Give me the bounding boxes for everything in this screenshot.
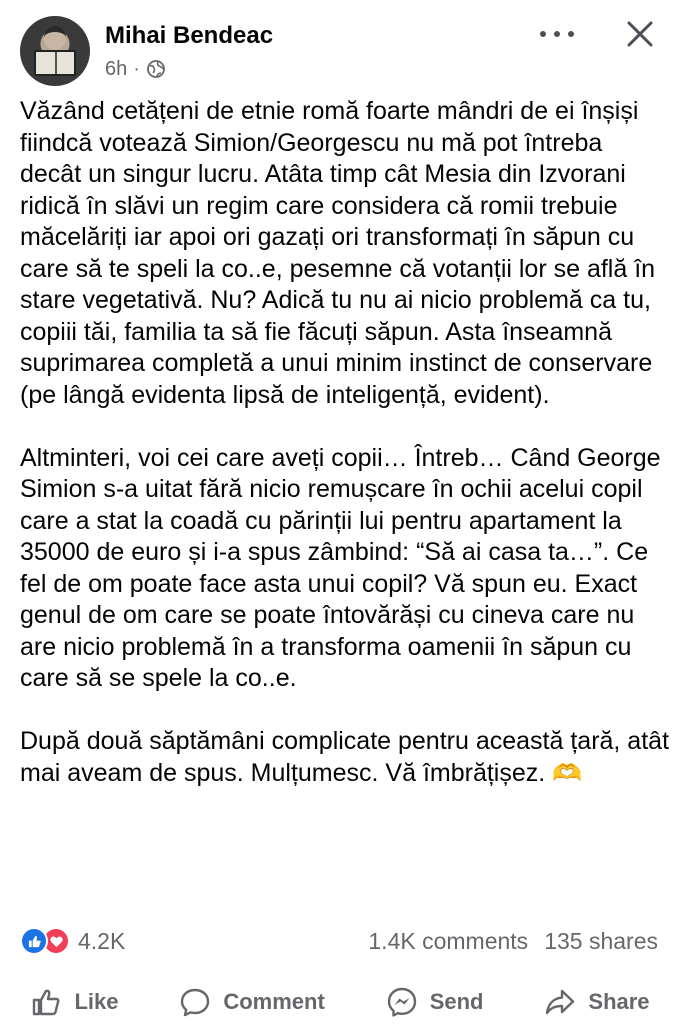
like-label: Like [74, 989, 119, 1014]
action-bar [0, 980, 680, 1024]
post-time[interactable]: 6h [105, 57, 128, 80]
post-body [20, 96, 670, 789]
share-icon [544, 986, 576, 1018]
author-name[interactable]: Mihai Bendeac [105, 22, 274, 49]
engagement-counts [368, 928, 658, 955]
meta-separator: · [133, 57, 140, 80]
avatar-book [34, 50, 76, 76]
thumbs-up-icon [30, 986, 62, 1018]
like-button[interactable] [30, 986, 118, 1018]
avatar[interactable] [20, 16, 90, 86]
globe-icon[interactable] [146, 59, 166, 79]
reactions-bar [20, 922, 658, 960]
post-header [20, 14, 660, 94]
reaction-icons [20, 927, 70, 955]
close-icon[interactable] [624, 18, 656, 50]
share-label: Share [588, 989, 650, 1014]
heart-hands-emoji: 🫶 [552, 759, 583, 787]
post-paragraph-2: Altminteri, voi cei care aveți copii… Întreb… Când George Simion s-a uitat fără nicio remușcare în ochii acelui copil care a stat la coadă cu părinții lui pentru apartament la 35000 de euro și i-a spus zâmbind: “Să ai casa ta…”. Ce fel de om poate face asta unui copil? Vă spun eu. Exact genul de om care se poate întovărăși cu cineva care nu are nicio problemă în a transforma oamenii în săpun cu care să se spele la co..e. [20, 443, 661, 692]
post-paragraph-3-text: După două săptămâni complicate pentru această țară, atât mai aveam de spus. Mulțumesc. Vă îmbrățișez. [20, 727, 670, 787]
post-paragraph-3 [20, 726, 670, 789]
send-label: Send [429, 989, 484, 1014]
post-paragraph-1: Văzând cetățeni de etnie romă foarte mândri de ei înșiși fiindcă votează Simion/Georgescu nu mă pot întreba decât un singur lucru. Atâta timp cât Mesia din Izvorani ridică în slăvi un regim care considera că romii trebuie măcelăriți iar apoi ori gazați ori transformați în săpun cu care să te speli la co..e, pesemne că votanții lor se află în stare vegetativă. Nu? Adică tu nu ai nicio problemă ca tu, copiii tăi, familia ta să fie făcuți săpun. Asta înseamnă suprimarea completă a unui minim instinct de conservare (pe lângă evidenta lipsă de inteligență, evident). [20, 97, 656, 409]
share-button[interactable] [544, 986, 649, 1018]
avatar-head [44, 26, 66, 50]
shares-count[interactable]: 135 shares [544, 927, 658, 954]
post-meta [105, 58, 166, 80]
more-options-icon[interactable] [540, 22, 574, 46]
like-reaction-icon [20, 927, 48, 955]
comment-label: Comment [223, 989, 325, 1014]
comment-icon [179, 986, 211, 1018]
comment-button[interactable] [179, 986, 324, 1018]
send-button[interactable] [386, 986, 484, 1018]
reactions-summary[interactable] [20, 927, 125, 955]
messenger-icon [386, 986, 418, 1018]
reactions-count: 4.2K [78, 927, 126, 954]
comments-count[interactable]: 1.4K comments [368, 927, 529, 954]
